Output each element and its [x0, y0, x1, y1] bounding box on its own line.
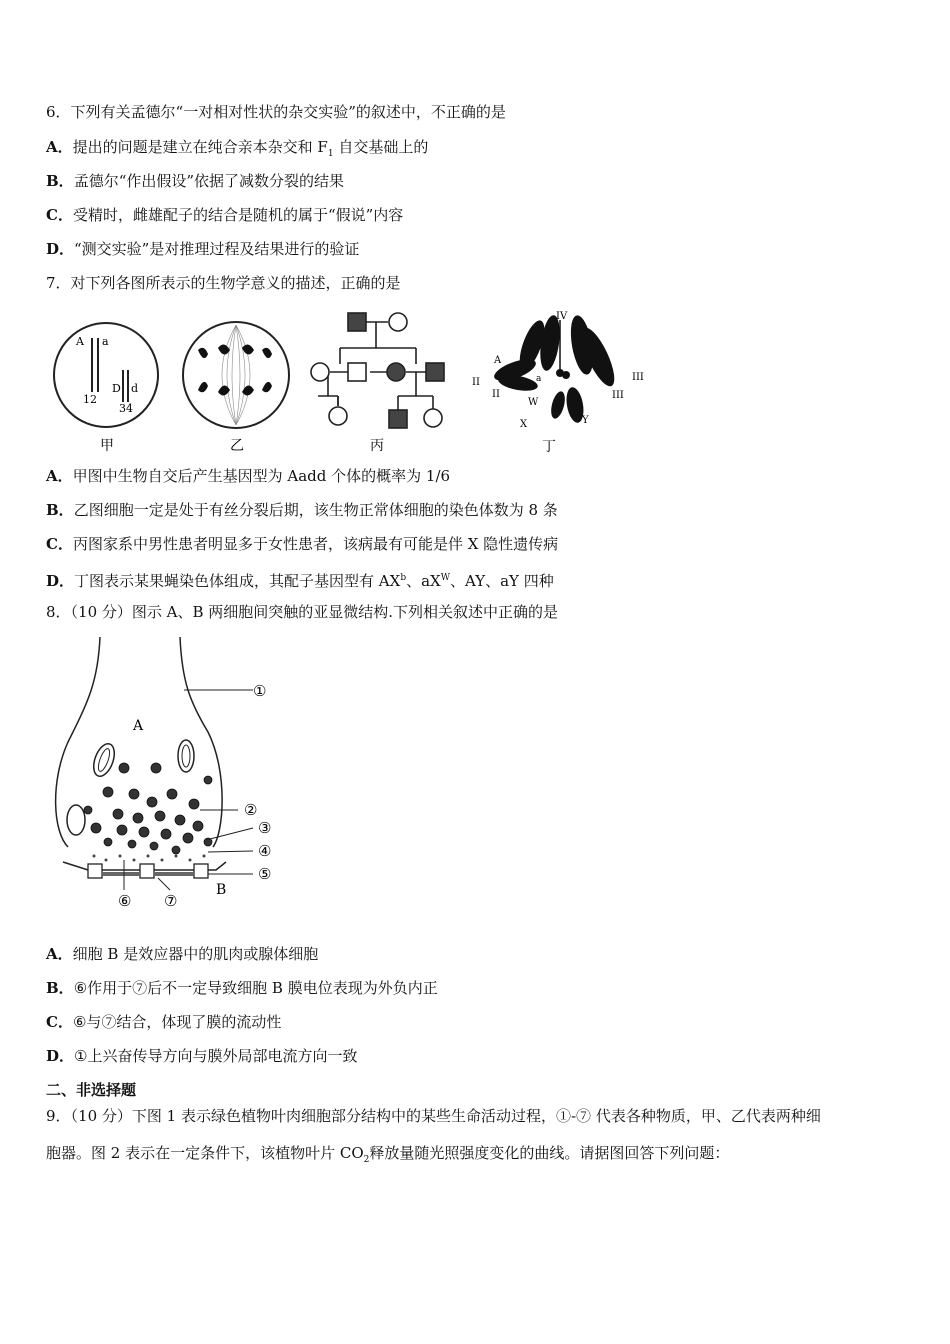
figure-ding — [470, 305, 650, 460]
figure-label-yi: 乙 — [230, 438, 244, 454]
q7-option-a: A．甲图中生物自交后产生基因型为 Aadd 个体的概率为 1/6 — [46, 467, 451, 485]
ding-label-W: W — [528, 397, 539, 408]
q6-option-a: A．提出的问题是建立在纯合亲本杂交和 $F_1$ 自交基础上的 — [46, 138, 429, 159]
pedigree-female — [329, 407, 347, 425]
pedigree-male — [348, 363, 366, 381]
jia-num-34: 34 — [119, 402, 133, 415]
pedigree-female — [424, 409, 442, 427]
q9-line2: 胞器。图 2 表示在一定条件下，该植物叶片 $CO_2$释放量随光照强度变化的曲线。请据图回答下列问题： — [46, 1144, 730, 1165]
figure-label-ding: 丁 — [542, 439, 556, 455]
q7-stem: 7．对下列各图所表示的生物学意义的描述，正确的是 — [46, 274, 401, 292]
pedigree-affected-male — [348, 313, 366, 331]
q6-option-b: B．孟德尔“作出假设”依据了减数分裂的结果 — [46, 172, 345, 190]
jia-allele-A: A — [76, 335, 84, 348]
q7-option-c: C．丙图家系中男性患者明显多于女性患者，该病最有可能是伴 X 隐性遗传病 — [46, 535, 559, 553]
q9-line1: 9．（10 分）下图 1 表示绿色植物叶肉细胞部分结构中的某些生命活动过程，①-⑦ 代表各种物质，甲、乙代表两种细 — [46, 1107, 821, 1125]
q8-option-c: C．⑥与⑦结合，体现了膜的流动性 — [46, 1013, 282, 1031]
ding-label-II: II — [492, 389, 500, 400]
figure-label-jia: 甲 — [100, 438, 114, 454]
pedigree-affected-female — [387, 363, 405, 381]
ding-label-III-right: III — [632, 372, 644, 383]
ding-label-Y: Y — [582, 415, 589, 426]
figure-label-bing: 丙 — [370, 438, 384, 454]
figure-synapse — [48, 632, 298, 917]
ding-label-X: X — [520, 419, 528, 430]
q8-option-d: D．①上兴奋传导方向与膜外局部电流方向一致 — [46, 1047, 358, 1065]
jia-allele-a: a — [102, 335, 109, 348]
marker-1: ① — [253, 682, 267, 700]
q6-stem: 6．下列有关孟德尔“一对相对性状的杂交实验”的叙述中，不正确的是 — [46, 103, 506, 121]
jia-allele-D: D — [112, 382, 121, 395]
marker-4: ④ — [258, 842, 272, 860]
q8-option-a: A．细胞 B 是效应器中的肌肉或腺体细胞 — [46, 945, 319, 963]
marker-7: ⑦ — [164, 892, 178, 910]
figure-bing — [308, 310, 458, 460]
ding-label-II-left: II — [472, 377, 480, 388]
q7-option-d: D．丁图表示某果蝇染色体组成，其配子基因型有 $AX^b$、$aX^W$、AY、aY 四种 — [46, 572, 554, 590]
figure-yi — [178, 310, 296, 460]
pedigree-affected-male — [426, 363, 444, 381]
pedigree-affected-male — [389, 410, 407, 428]
ding-label-III: III — [612, 390, 624, 401]
ding-label-A: A — [494, 355, 502, 366]
q6-option-d: D．“测交实验”是对推理过程及结果进行的验证 — [46, 240, 360, 258]
pedigree-female — [311, 363, 329, 381]
cell-b-label: B — [216, 882, 227, 898]
jia-num-12: 12 — [83, 393, 97, 406]
ding-label-IV: IV — [556, 311, 568, 322]
q6-option-c: C．受精时，雌雄配子的结合是随机的属于“假说”内容 — [46, 206, 404, 224]
cell-a-label: A — [133, 718, 144, 734]
q7-option-b: B．乙图细胞一定是处于有丝分裂后期，该生物正常体细胞的染色体数为 8 条 — [46, 501, 558, 519]
marker-2: ② — [244, 801, 258, 819]
section-title: 二、非选择题 — [46, 1081, 137, 1099]
q8-stem: 8．（10 分）图示 A、B 两细胞间突触的亚显微结构.下列相关叙述中正确的是 — [46, 603, 559, 621]
jia-allele-d: d — [131, 382, 139, 395]
pedigree-female — [389, 313, 407, 331]
ding-label-a: a — [536, 374, 542, 384]
marker-3: ③ — [258, 819, 272, 837]
q8-option-b: B．⑥作用于⑦后不一定导致细胞 B 膜电位表现为外负内正 — [46, 979, 438, 997]
figure-jia — [50, 310, 165, 460]
marker-6: ⑥ — [118, 892, 132, 910]
marker-5: ⑤ — [258, 865, 272, 883]
